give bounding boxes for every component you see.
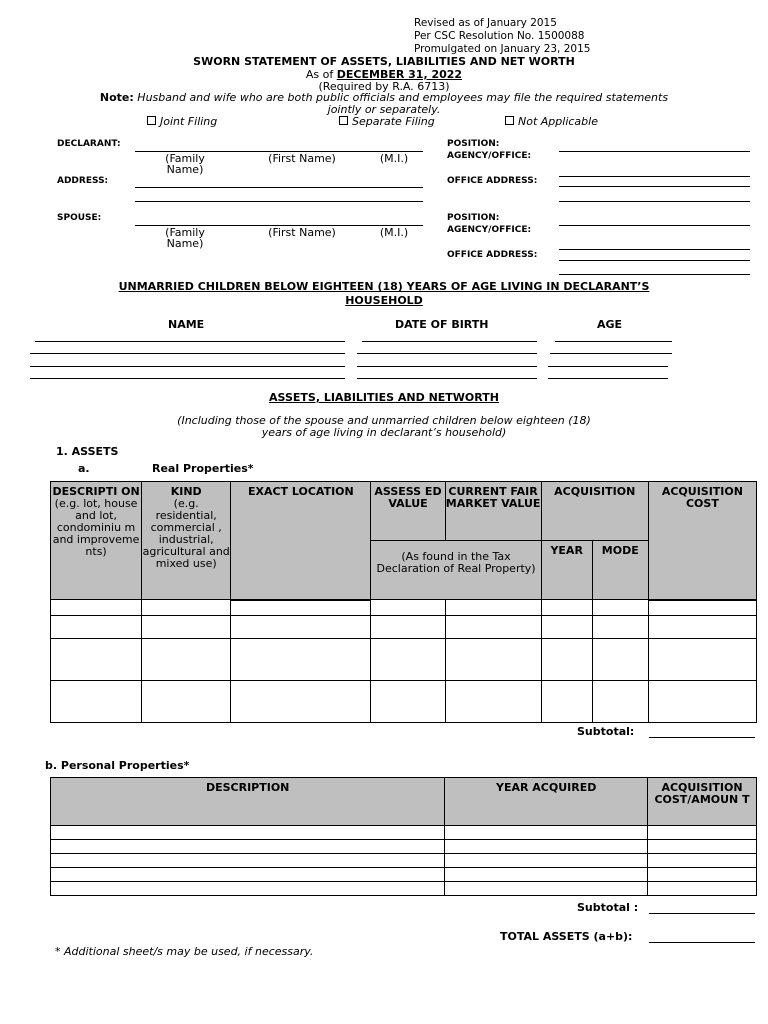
table-row (51, 840, 757, 854)
col-personal-cost: ACQUISITION COST/AMOUN T (648, 778, 757, 826)
revised-date: Revised as of January 2015 (414, 17, 557, 29)
spouse-mi-caption: (M.I.) (379, 226, 409, 239)
spouse-family-name-caption: (Family Name) (165, 226, 205, 250)
spouse-agency-field[interactable] (559, 249, 750, 250)
csc-resolution: Per CSC Resolution No. 1500088 (414, 30, 585, 42)
required-by: (Required by R.A. 6713) (318, 80, 450, 93)
personal-subtotal-field[interactable] (649, 913, 755, 914)
tax-declaration-note: (As found in the Tax Declaration of Real Property) (371, 541, 541, 600)
assets-section-label: 1. ASSETS (56, 445, 119, 458)
child-dob-field-3[interactable] (357, 366, 537, 367)
total-assets-field[interactable] (649, 942, 755, 943)
table-row (51, 639, 757, 681)
child-dob-field-4[interactable] (357, 378, 537, 379)
office-address-label: OFFICE ADDRESS: (447, 176, 538, 186)
position-field[interactable] (559, 151, 750, 152)
child-dob-field-1[interactable] (362, 341, 537, 342)
note-text: Husband and wife who are both public officials and employees may file the required statements (137, 91, 669, 104)
note-text-2: jointly or separately. (327, 103, 441, 116)
real-properties-table (50, 481, 757, 723)
as-of-prefix: As of (305, 68, 334, 81)
col-acquisition-cost: ACQUISITION COST (648, 482, 756, 600)
col-mode: MODE (592, 541, 648, 600)
col-personal-description: DESCRIPTION (51, 778, 445, 826)
table-row (51, 882, 757, 896)
children-col-name: NAME (168, 318, 205, 331)
spouse-office-address-field-1[interactable] (559, 260, 750, 261)
assets-subheading: (Including those of the spouse and unmarried children below eighteen (18) years of age living in declarant’s household) (177, 414, 591, 439)
col-kind: KIND (e.g. residential, commercial , industrial, agricultural and mixed use) (142, 482, 231, 600)
footnote: * Additional sheet/s may be used, if necessary. (55, 945, 314, 958)
child-name-field-1[interactable] (35, 341, 345, 342)
personal-properties-label: b. Personal Properties* (45, 759, 190, 772)
table-row (51, 826, 757, 840)
spouse-office-address-label: OFFICE ADDRESS: (447, 250, 538, 260)
checkbox-icon[interactable] (147, 116, 156, 125)
family-name-caption: (Family Name) (165, 152, 205, 176)
child-age-field-3[interactable] (548, 366, 668, 367)
checkbox-icon[interactable] (339, 116, 348, 125)
joint-filing-option[interactable]: Joint Filing (147, 115, 217, 128)
address-label: ADDRESS: (57, 176, 109, 186)
personal-subtotal-label: Subtotal : (577, 901, 639, 914)
real-subtotal-field[interactable] (649, 737, 755, 738)
position-label: POSITION: (447, 139, 500, 149)
as-of-date: DECEMBER 31, 2022 (336, 68, 463, 81)
first-name-caption: (First Name) (268, 152, 336, 165)
agency-label: AGENCY/OFFICE: (447, 151, 532, 161)
total-assets-label: TOTAL ASSETS (a+b): (500, 930, 633, 943)
real-properties-label: Real Properties* (152, 462, 254, 475)
personal-properties-table (50, 777, 757, 896)
col-market-value: CURRENT FAIR MARKET VALUE (445, 482, 541, 541)
note (0, 92, 768, 116)
child-age-field-1[interactable] (555, 341, 672, 342)
child-age-field-2[interactable] (550, 353, 672, 354)
address-field-2[interactable] (135, 201, 423, 202)
real-subtotal-label: Subtotal: (577, 725, 635, 738)
declarant-label: DECLARANT: (57, 139, 121, 149)
children-heading: UNMARRIED CHILDREN BELOW EIGHTEEN (18) YEARS OF AGE LIVING IN DECLARANT’S HOUSEHOLD (118, 280, 650, 307)
child-dob-field-2[interactable] (357, 353, 537, 354)
col-acquisition: ACQUISITION (541, 482, 648, 541)
col-location: EXACT LOCATION (231, 482, 371, 600)
col-assessed-value: ASSESS ED VALUE (371, 482, 445, 541)
spouse-position-label: POSITION: (447, 213, 500, 223)
address-field-1[interactable] (135, 187, 423, 188)
agency-field[interactable] (559, 176, 750, 177)
mi-caption: (M.I.) (379, 152, 409, 165)
col-year: YEAR (541, 541, 592, 600)
office-address-field-1[interactable] (559, 186, 750, 187)
col-description: DESCRIPTI ON (e.g. lot, house and lot, condominiu m and improveme nts) (51, 482, 142, 600)
table-row (51, 854, 757, 868)
spouse-position-field[interactable] (559, 225, 750, 226)
child-name-field-3[interactable] (30, 366, 345, 367)
spouse-office-address-field-2[interactable] (559, 274, 750, 275)
spouse-first-name-caption: (First Name) (268, 226, 336, 239)
not-applicable-option[interactable]: Not Applicable (505, 115, 598, 128)
promulgated-date: Promulgated on January 23, 2015 (414, 43, 591, 55)
children-col-dob: DATE OF BIRTH (395, 318, 489, 331)
col-year-acquired: YEAR ACQUIRED (445, 778, 648, 826)
children-col-age: AGE (597, 318, 623, 331)
form-title: SWORN STATEMENT OF ASSETS, LIABILITIES AND NET WORTH (193, 55, 575, 68)
table-row (51, 616, 757, 639)
real-properties-letter: a. (78, 462, 90, 475)
note-label: Note: (99, 91, 134, 104)
office-address-field-2[interactable] (559, 201, 750, 202)
separate-filing-option[interactable]: Separate Filing (339, 115, 435, 128)
child-name-field-4[interactable] (30, 378, 345, 379)
spouse-agency-label: AGENCY/OFFICE: (447, 225, 532, 235)
assets-heading: ASSETS, LIABILITIES AND NETWORTH (269, 391, 499, 404)
spouse-label: SPOUSE: (57, 213, 102, 223)
revision-info (414, 17, 590, 56)
child-name-field-2[interactable] (30, 353, 345, 354)
table-row (51, 600, 757, 616)
table-row (51, 681, 757, 723)
child-age-field-4[interactable] (548, 378, 668, 379)
table-row (51, 868, 757, 882)
checkbox-icon[interactable] (505, 116, 514, 125)
